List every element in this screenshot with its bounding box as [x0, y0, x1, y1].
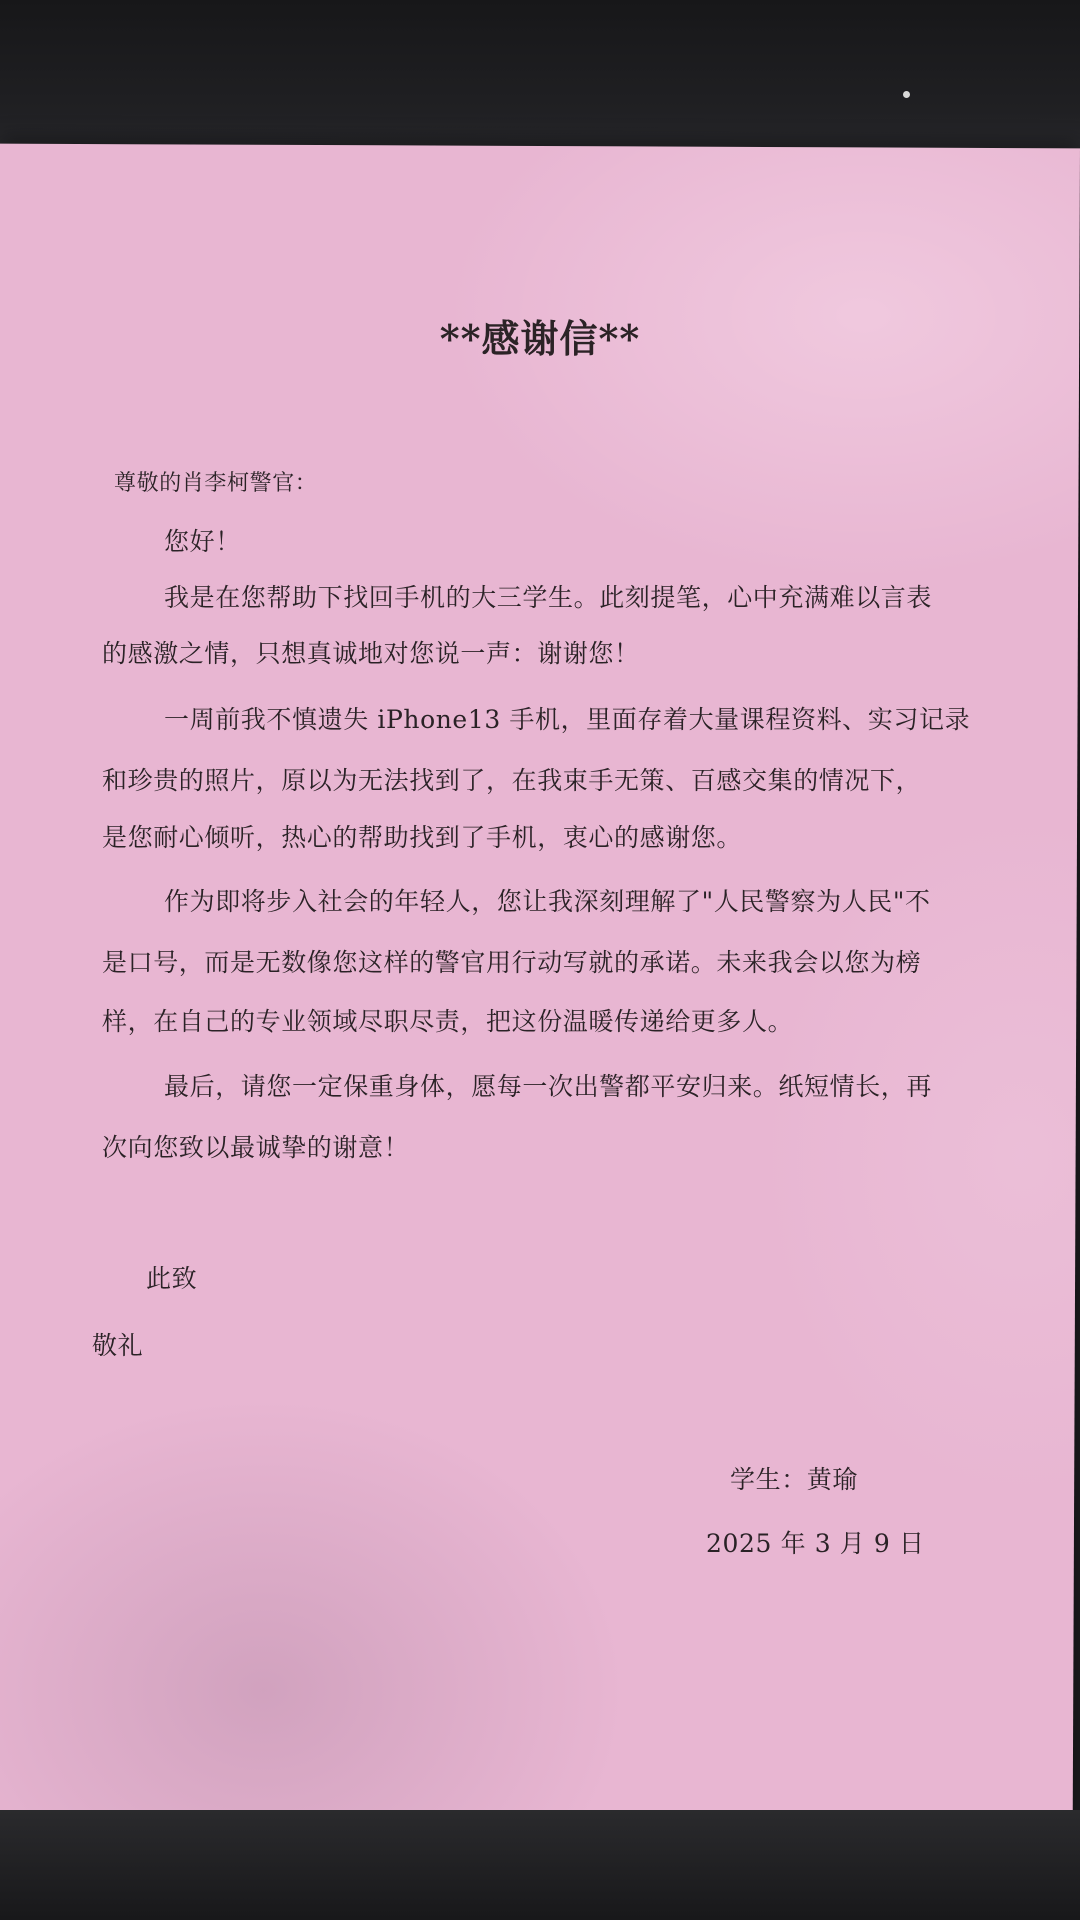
- desk-background-top: [0, 0, 1080, 160]
- letter-date: 2025 年 3 月 9 日: [706, 1529, 925, 1558]
- letter-paper: [0, 144, 1080, 1829]
- letter-title: **感谢信**: [439, 316, 641, 361]
- letter-greeting: 您好！: [164, 527, 241, 556]
- letter-closing-cizhi: 此致: [146, 1264, 198, 1293]
- desk-background-bottom: [0, 1810, 1080, 1920]
- paragraph-1-line-2: 的感激之情，只想真诚地对您说一声：谢谢您！: [102, 639, 640, 668]
- paragraph-2-line-3: 是您耐心倾听，热心的帮助找到了手机，衷心的感谢您。: [102, 823, 743, 852]
- paragraph-4-line-1: 最后，请您一定保重身体，愿每一次出警都平安归来。纸短情长，再: [164, 1072, 933, 1101]
- letter-signature: 学生：黄瑜: [730, 1465, 859, 1494]
- paragraph-3-line-3: 样，在自己的专业领域尽职尽责，把这份温暖传递给更多人。: [102, 1007, 794, 1036]
- paragraph-3-line-1: 作为即将步入社会的年轻人，您让我深刻理解了"人民警察为人民"不: [164, 887, 931, 916]
- paragraph-3-line-2: 是口号，而是无数像您这样的警官用行动写就的承诺。未来我会以您为榜: [102, 948, 922, 977]
- desk-speck: [903, 91, 910, 98]
- letter-closing-jingli: 敬礼: [92, 1331, 144, 1360]
- paragraph-4-line-2: 次向您致以最诚挚的谢意！: [102, 1133, 410, 1162]
- paragraph-2-line-1: 一周前我不慎遗失 iPhone13 手机，里面存着大量课程资料、实习记录: [164, 705, 971, 734]
- paragraph-1-line-1: 我是在您帮助下找回手机的大三学生。此刻提笔，心中充满难以言表: [164, 583, 933, 612]
- paragraph-2-line-2: 和珍贵的照片，原以为无法找到了，在我束手无策、百感交集的情况下，: [102, 766, 922, 795]
- letter-salutation: 尊敬的肖李柯警官：: [114, 471, 318, 496]
